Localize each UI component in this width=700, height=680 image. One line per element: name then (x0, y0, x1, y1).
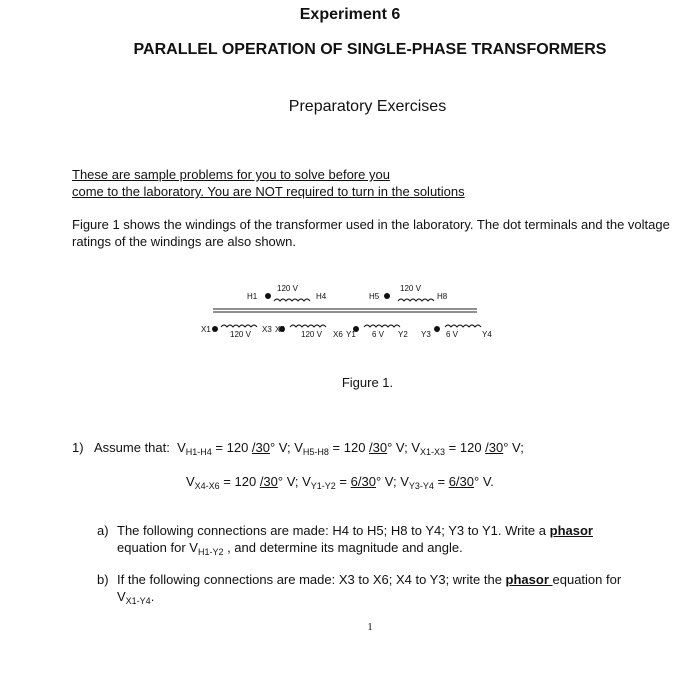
eq-h5-h8: $V_{H5-H8} = 120$ /30° V; (294, 440, 412, 457)
terminal-y3: Y3 (421, 330, 431, 339)
experiment-title: Experiment 6 (299, 6, 401, 23)
qa-label: a) (97, 523, 109, 538)
terminal-h8: H8 (437, 292, 448, 301)
coil-x4-x6 (290, 325, 326, 327)
dot-terminal-y3 (434, 326, 440, 332)
coil-x1-x3 (221, 325, 257, 327)
qb-phasor-emphasis: phasor (505, 572, 553, 587)
rating-h1-h4: 120 V (277, 284, 298, 293)
coil-y1-y2 (364, 325, 400, 327)
dot-terminal-h1 (265, 293, 271, 299)
q1-line-1 (94, 440, 524, 455)
terminal-x4: X4 (275, 325, 285, 334)
qa-phasor-emphasis: phasor (549, 523, 593, 538)
coil-h1-h4 (274, 299, 310, 301)
dot-terminal-x1 (212, 326, 218, 332)
rating-x1-x3: 120 V (230, 330, 251, 339)
note-line-1: These are sample problems for you to solve before you (72, 167, 390, 182)
transformer-windings-figure (0, 280, 700, 360)
eq-y1-y2: $V_{Y1-Y2} = 6/30^\circ$ V; (302, 474, 401, 491)
eq-y3-y4: $V_{Y3-Y4} = 6/30^\circ$ V. (400, 474, 494, 491)
q1-line-2 (186, 474, 494, 489)
terminal-y1: Y1 (346, 330, 356, 339)
figure-caption: Figure 1. (341, 375, 394, 390)
terminal-h1: H1 (247, 292, 258, 301)
terminal-x3: X3 (262, 325, 272, 334)
document-title: PARALLEL OPERATION OF SINGLE-PHASE TRANSFORMERS (133, 41, 607, 58)
document-subtitle: Preparatory Exercises (288, 98, 447, 115)
dot-terminal-h5 (384, 293, 390, 299)
eq-x1-x3: $V_{X1-X3} = 120$ /30° V; (411, 440, 524, 457)
rating-y3-y4: 6 V (446, 330, 459, 339)
qa-line-1: The following connections are made: H4 to H5; H8 to Y4; Y3 to Y1. Write a phasor (117, 523, 593, 538)
terminal-x6: X6 (333, 330, 343, 339)
qb-line-2: $V_{X1-Y4}$. (117, 589, 155, 606)
q1-lead: Assume that: (94, 440, 170, 455)
rating-y1-y2: 6 V (372, 330, 385, 339)
qb-label: b) (97, 572, 109, 587)
rating-h5-h8: 120 V (400, 284, 421, 293)
note-line-2: come to the laboratory. You are NOT required to turn in the solutions (72, 184, 465, 199)
qb-line-1: If the following connections are made: X3 to X6; X4 to Y3; write the phasor equation for (117, 572, 622, 587)
terminal-y4: Y4 (482, 330, 492, 339)
q1-number: 1) (72, 440, 84, 455)
eq-h1-h4: $V_{H1-H4} = 120$ /30° V; (177, 440, 295, 457)
qa-line-2: equation for $V_{H1-Y2}$ , and determine its magnitude and angle. (117, 540, 463, 557)
intro-paragraph: Figure 1 shows the windings of the transformer used in the laboratory. The dot terminals and the voltage ratings of the windings are also shown. (72, 217, 670, 249)
page-number: 1 (367, 621, 373, 633)
terminal-x1: X1 (201, 325, 211, 334)
coil-h5-h8 (398, 299, 434, 301)
coil-y3-y4 (445, 325, 481, 327)
rating-x4-x6: 120 V (301, 330, 322, 339)
terminal-h4: H4 (316, 292, 327, 301)
eq-x4-x6: $V_{X4-X6} = 120$ /30° V; (186, 474, 303, 491)
terminal-y2: Y2 (398, 330, 408, 339)
terminal-h5: H5 (369, 292, 380, 301)
